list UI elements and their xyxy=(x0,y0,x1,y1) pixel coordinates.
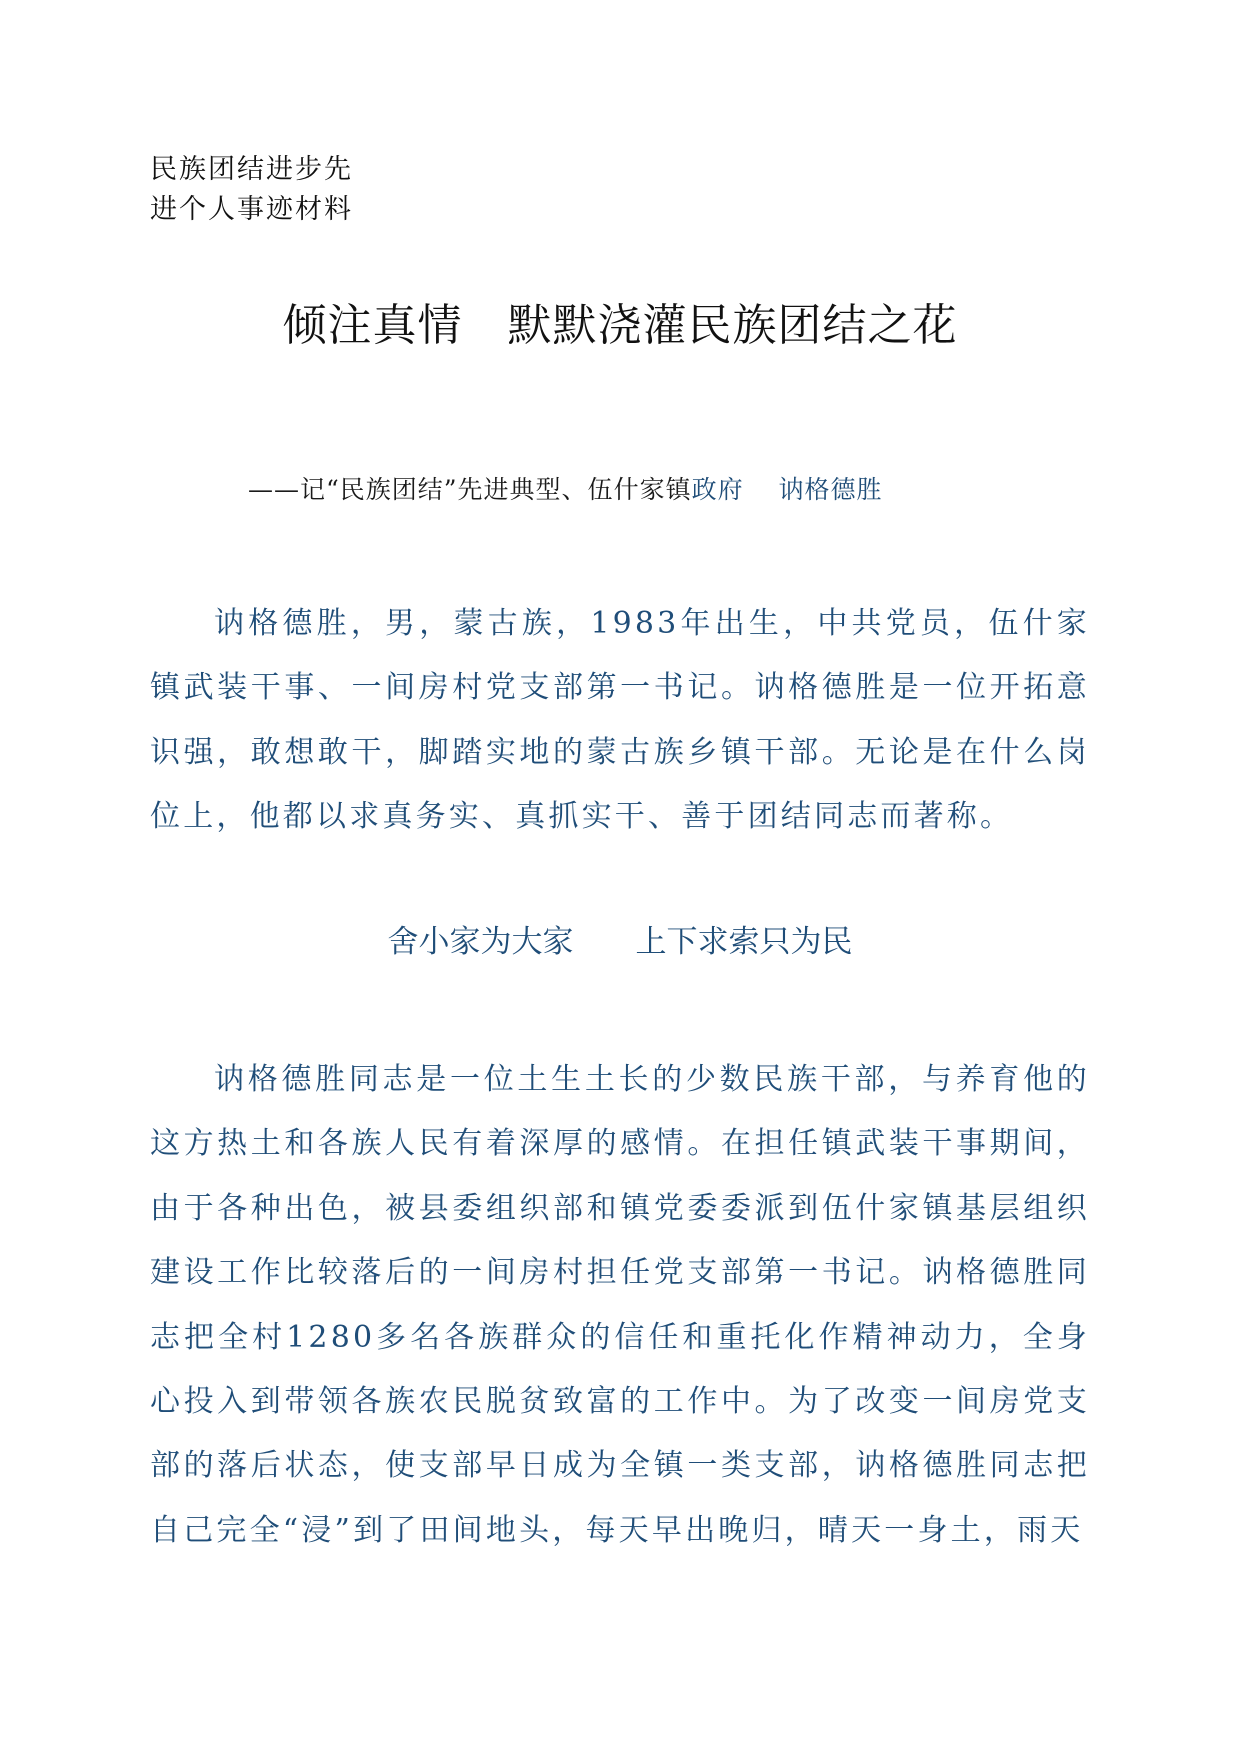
subtitle-person-name: 讷格德胜 xyxy=(778,475,883,504)
subtitle xyxy=(248,472,883,508)
section-heading: 舍小家为大家 上下求索只为民 xyxy=(387,924,853,960)
document-label-line-2: 进个人事迹材料 xyxy=(150,194,353,225)
subtitle-org: 政府 xyxy=(691,475,744,504)
document-label-line-1: 民族团结进步先 xyxy=(150,154,353,185)
page-title: 倾注真情 默默浇灌民族团结之花 xyxy=(282,300,958,351)
intro-paragraph: 讷格德胜，男，蒙古族，1983年出生，中共党员，伍什家镇武装干事、一间房村党支部第一书记。讷格德胜是一位开拓意识强，敢想敢干，脚踏实地的蒙古族乡镇干部。无论是在什么岗位上，他都以求真务实、真抓实干、善于团结同志而著称。 xyxy=(150,606,1090,835)
subtitle-prefix: ——记“民族团结”先进典型、伍什家镇 xyxy=(248,475,692,504)
document-label xyxy=(150,150,353,230)
body-paragraph: 讷格德胜同志是一位土生土长的少数民族干部，与养育他的这方热土和各族人民有着深厚的感情。在担任镇武装干事期间，由于各种出色，被县委组织部和镇党委委派到伍什家镇基层组织建设工作比较落后的一间房村担任党支部第一书记。讷格德胜同志把全村1280多名各族群众的信任和重托化作精神动力，全身心投入到带领各族农民脱贫致富的工作中。为了改变一间房党支部的落后状态，使支部早日成为全镇一类支部，讷格德胜同志把自己完全“浸”到了田间地头，每天早出晚归，晴天一身土，雨天 xyxy=(150,1062,1090,1548)
